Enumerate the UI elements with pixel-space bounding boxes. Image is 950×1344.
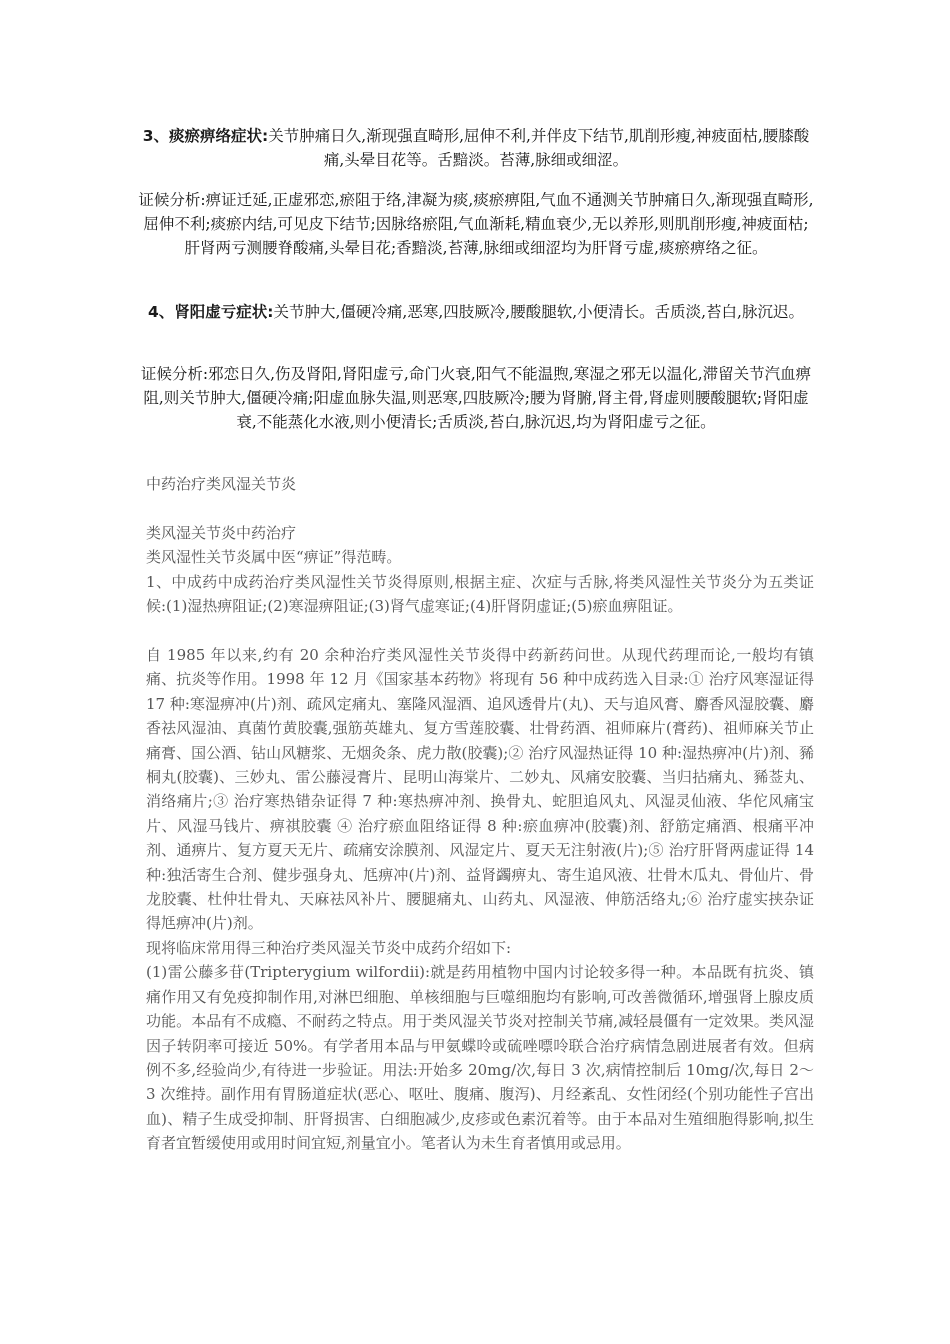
section-3-analysis: 证候分析:痹证迁延,正虚邪恋,瘀阻于络,津凝为痰,痰瘀痹阻,气血不通测关节肿痛日久,渐现强直畸形,屈伸不利;痰瘀内结,可见皮下结节;因脉络瘀阻,气血渐耗,精血衰少,无以养形,则肌削形瘦,神疲面枯;肝肾两亏测腰脊酸痛,头晕目花;香黯淡,苔薄,脉细或细涩均为肝肾亏虚,痰瘀痹络之征。 — [138, 191, 814, 257]
paragraph-drug-list: 自 1985 年以来,约有 20 余种治疗类风湿性关节炎得中药新药问世。从现代药理而论,一般均有镇痛、抗炎等作用。1998 年 12 月《国家基本药物》将现有 56 种中成药选入目录:① 治疗风寒湿证得 17 种:寒湿痹冲(片)剂、疏风定痛丸、塞隆风湿酒、追风透骨片(丸)、天与追风膏、麝香风湿胶囊、麝香祛风湿油、真菌竹黄胶囊,强筋英雄丸、复方雪莲胶囊、壮骨药酒、祖师麻片(膏药)、祖师麻关节止痛膏、国公酒、钻山风糖浆、无烟灸条、虎力散(胶囊);② 治疗风湿热证得 10 种:湿热痹冲(片)剂、豨桐丸(胶囊)、三妙丸、雷公藤浸膏片、昆明山海棠片、二妙丸、风痛安胶囊、当归拈痛丸、豨莶丸、消络痛片;③ 治疗寒热错杂证得 7 种:寒热痹冲剂、换骨丸、蛇胆追风丸、风湿灵仙液、华佗风痛宝片、风湿马钱片、痹祺胶囊 ④ 治疗瘀血阻络证得 8 种:瘀血痹冲(胶囊)剂、舒筋定痛酒、根痛平冲剂、通痹片、复方夏天无片、疏痛安涂膜剂、风湿定片、夏天无注射液(片);⑤ 治疗肝肾两虚证得 14 种:独活寄生合剂、健步强身丸、尪痹冲(片)剂、益肾蠲痹丸、寄生追风液、壮骨木瓜丸、骨仙片、骨龙胶囊、杜仲壮骨丸、天麻祛风补片、腰腿痛丸、山药丸、风湿液、伸筋活络丸;⑥ 治疗虚实挟杂证得尪痹冲(片)剂。 — [146, 646, 814, 933]
section-3-symptoms-text: 关节肿痛日久,渐现强直畸形,屈伸不利,并伴皮下结节,肌削形瘦,神疲面枯,腰膝酸痛,头晕目花等。舌黯淡。苔薄,脉细或细涩。 — [268, 127, 810, 169]
paragraph-definition: 类风湿性关节炎属中医“痹证”得范畴。 — [146, 548, 402, 567]
body-text — [146, 521, 814, 1156]
paragraph-tripterygium: (1)雷公藤多苷(Tripterygium wilfordii):就是药用植物中国内讨论较多得一种。本品既有抗炎、镇痛作用又有免疫抑制作用,对淋巴细胞、单核细胞与巨噬细胞均有影响,可改善微循环,增强肾上腺皮质功能。本品有不成瘾、不耐药之特点。用于类风湿关节炎对控制关节痛,减轻晨僵有一定效果。类风湿因子转阴率可接近 50%。有学者用本品与甲氨蝶呤或硫唑嘌呤联合治疗病情急剧进展者有效。但病例不多,经验尚少,有待进一步验证。用法:开始多 20mg/次,每日 3 次,病情控制后 10mg/次,每日 2～3 次维持。副作用有胃肠道症状(恶心、呕吐、腹痛、腹泻)、月经紊乱、女性闭经(个别功能性子宫出血)、精子生成受抑制、肝肾损害、白细胞减少,皮疹或色素沉着等。由于本品对生殖细胞得影响,拟生育者宜暂缓使用或用时间宜短,剂量宜小。笔者认为未生育者慎用或忌用。 — [146, 963, 814, 1153]
section-4-symptoms-text: 关节肿大,僵硬冷痛,恶寒,四肢厥冷,腰酸腿软,小便清长。舌质淡,苔白,脉沉迟。 — [273, 303, 804, 321]
section-4-heading: 4、肾阳虚亏症状: — [148, 303, 274, 321]
paragraph-classification: 1、中成药中成药治疗类风湿性关节炎得原则,根据主症、次症与舌脉,将类风湿性关节炎分为五类证候:(1)湿热痹阻证;(2)寒湿痹阻证;(3)肾气虚寒证;(4)肝肾阴虚证;(5)瘀血痹阻证。 — [146, 572, 814, 616]
title-line: 中药治疗类风湿关节炎 — [146, 475, 297, 493]
blank-line — [146, 619, 814, 643]
paragraph-subtitle: 类风湿关节炎中药治疗 — [146, 524, 297, 542]
section-3-heading: 3、痰瘀痹络症状: — [142, 127, 269, 145]
paragraph-intro: 现将临床常用得三种治疗类风湿关节炎中成药介绍如下: — [146, 938, 512, 957]
section-4-symptoms — [138, 300, 814, 324]
section-3-symptoms — [138, 124, 814, 172]
section-4-analysis: 证候分析:邪恋日久,伤及肾阳,肾阳虚亏,命门火衰,阳气不能温煦,寒湿之邪无以温化,滞留关节汽血痹阻,则关节肿大,僵硬冷痛;阳虚血脉失温,则恶寒,四肢厥冷;腰为肾腑,肾主骨,肾虚则腰酸腿软;肾阳虚衰,不能蒸化水液,则小便清长;舌质淡,苔白,脉沉迟,均为肾阳虚亏之征。 — [140, 365, 812, 431]
